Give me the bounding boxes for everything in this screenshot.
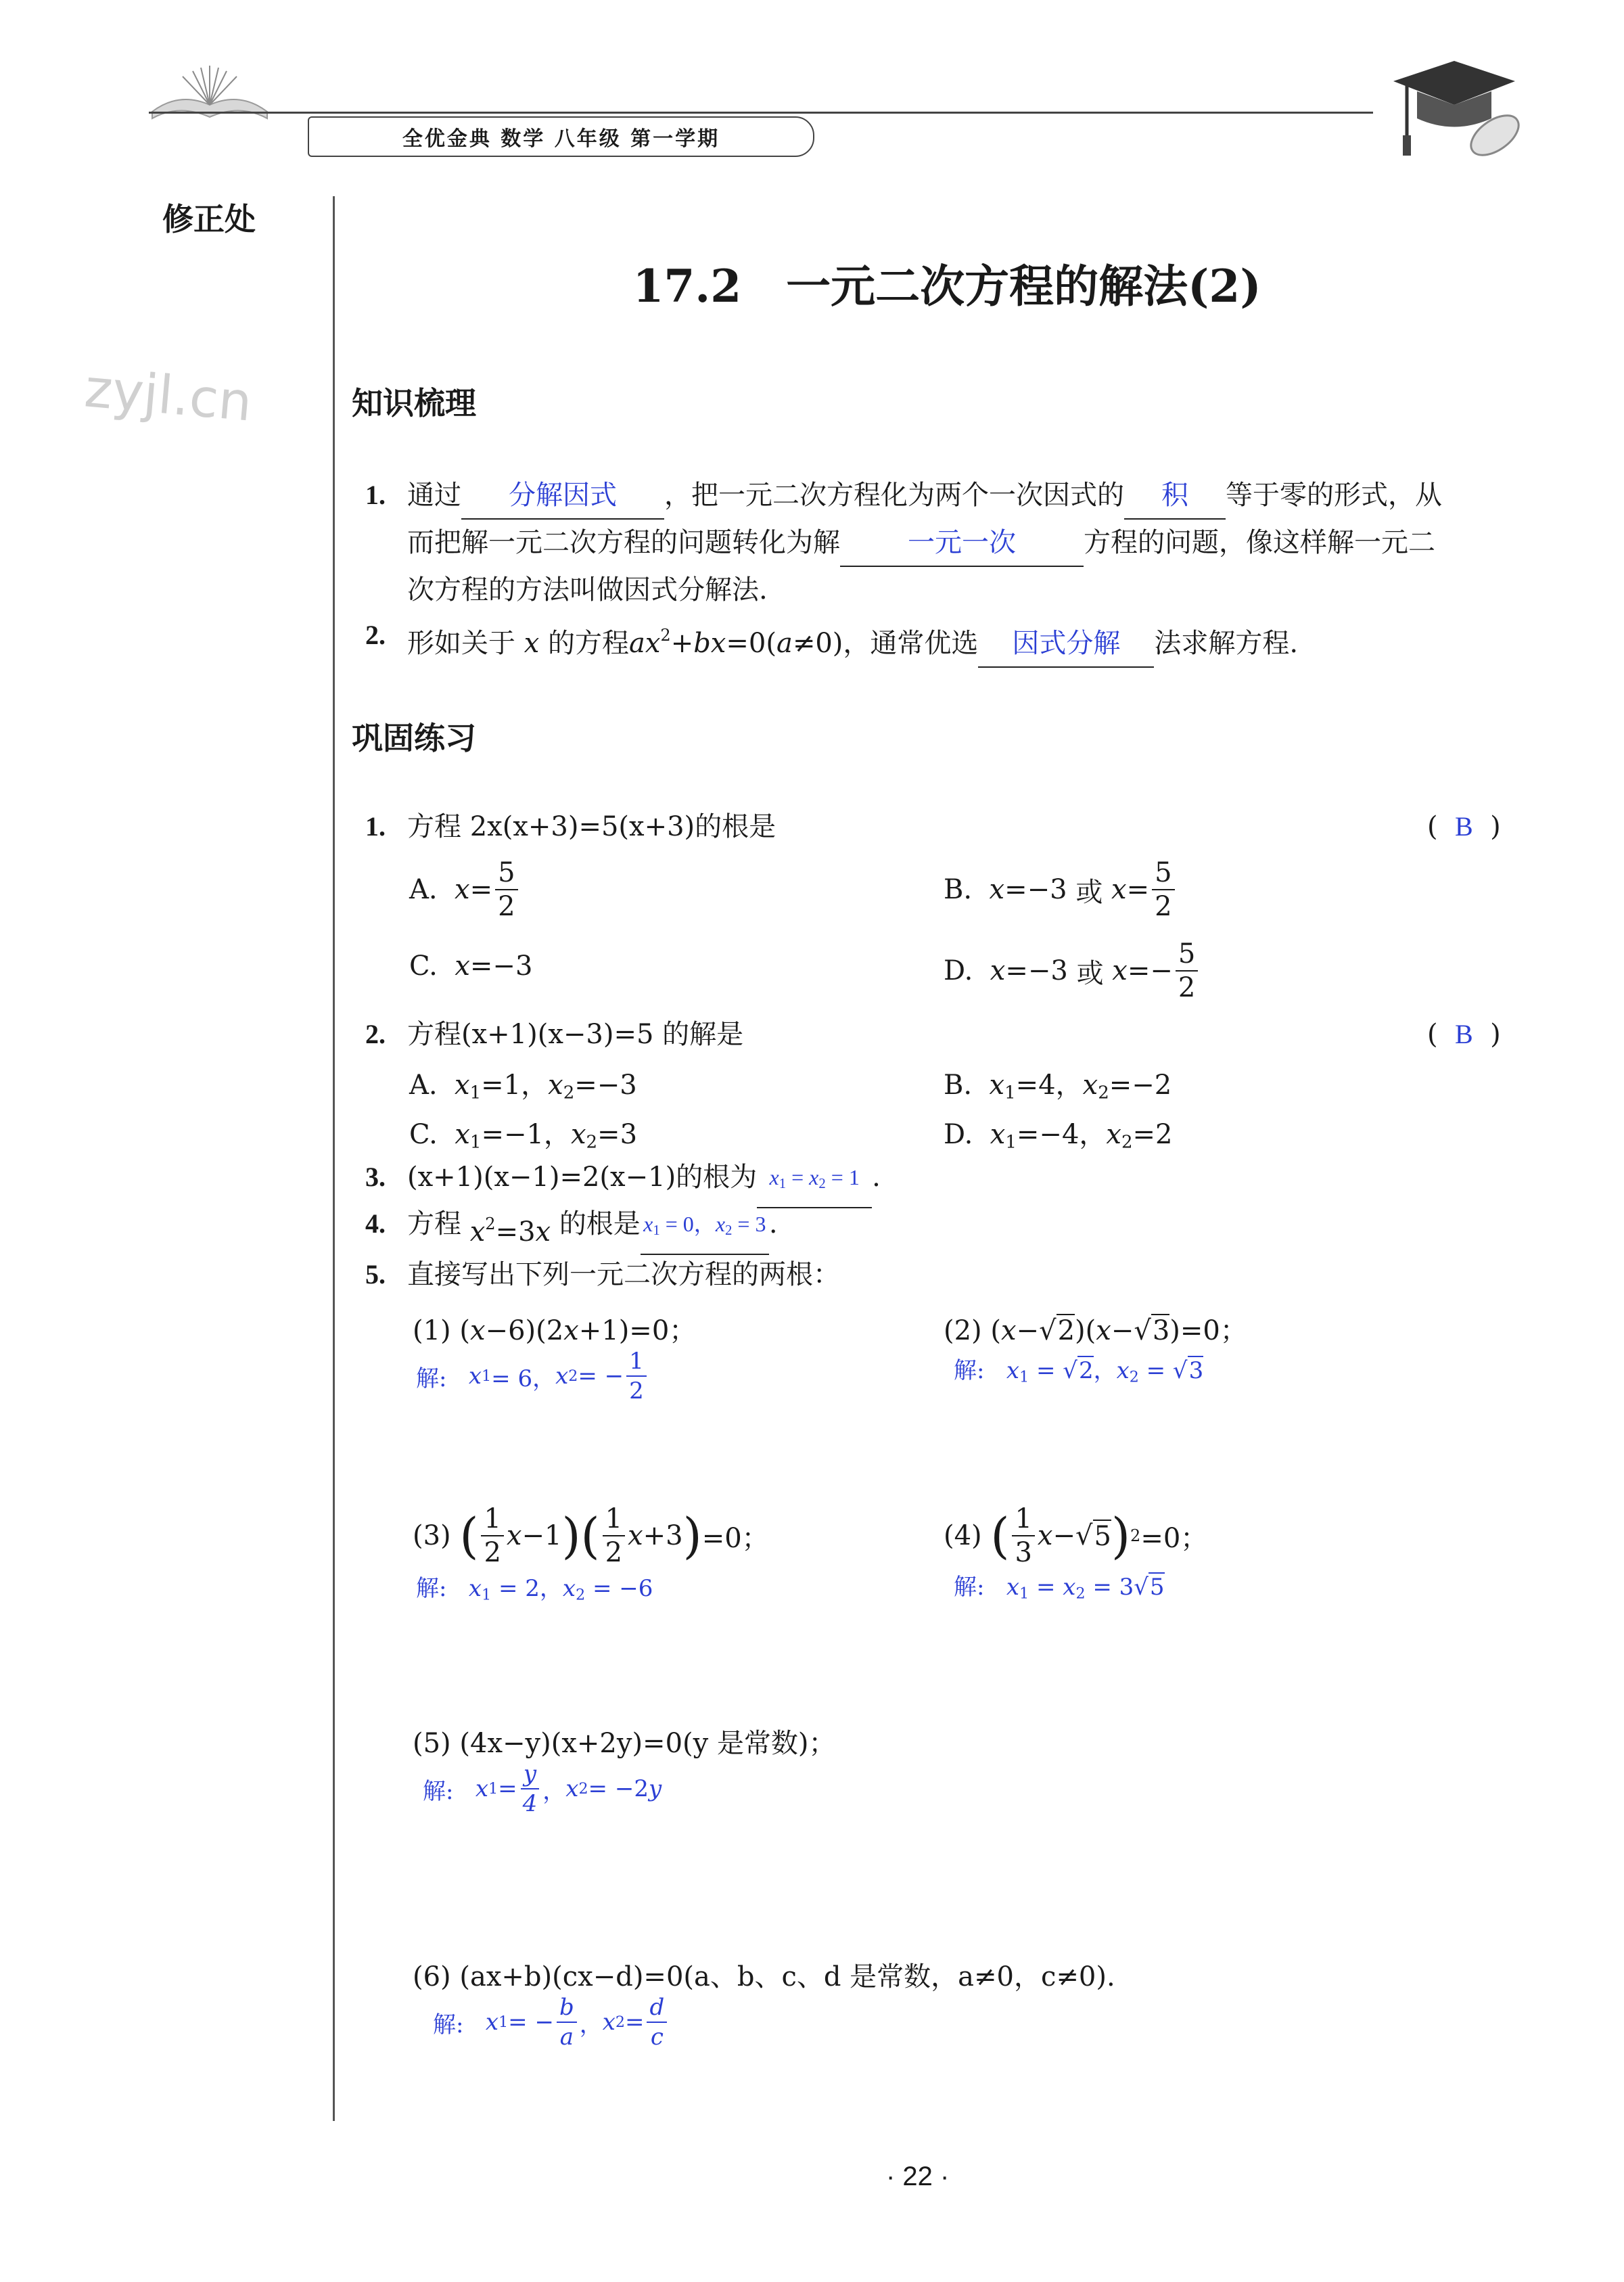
- open-book-icon: [145, 64, 274, 125]
- option-b: B. $x_1=4$，$x_2=-2$: [944, 1070, 1172, 1103]
- practice-question-3: 3. (x+1)(x−1)=2(x−1)的根为 $x_1 = x_2 = 1$ .: [365, 1154, 881, 1208]
- knowledge-item-2: 2. 形如关于 x 的方程$ax^2+bx=0(a\ne 0)$，通常优选 因式分解 法求解方程.: [365, 612, 1522, 668]
- question-stem: (x+1)(x−1)=2(x−1)的根为: [407, 1162, 758, 1193]
- text: 方程: [407, 1208, 461, 1239]
- question-stem: 直接写出下列一元二次方程的两根：: [407, 1259, 840, 1290]
- solution-2: 解: $x_1 = √2$，$x_2 = √3$: [954, 1357, 1204, 1386]
- practice-question-1: [365, 804, 776, 850]
- text: 通过: [407, 480, 461, 511]
- option-c: C. $x_1=-1$，$x_2=3$: [409, 1119, 638, 1153]
- page-title: 17.2 一元二次方程的解法(2): [632, 260, 1261, 313]
- option-label: C.: [409, 1119, 438, 1150]
- item-number: 4.: [365, 1208, 386, 1239]
- margin-label: 修正处: [162, 201, 256, 237]
- choice-answer: B: [1455, 811, 1473, 842]
- practice-question-5: [365, 1252, 840, 1298]
- solution-1: 解: x 1 = 6， x 2 = − $\frac{1}{2}$: [416, 1350, 649, 1402]
- text: 次方程的方法叫做因式分解法.: [407, 574, 768, 606]
- page-number: · 22 ·: [886, 2162, 950, 2191]
- text: ，通常优选: [843, 627, 979, 659]
- header-rule: [149, 112, 1373, 114]
- practice-question-2: [365, 1011, 743, 1057]
- question-stem: 方程 2x(x+3)=5(x+3)的根是: [407, 811, 776, 842]
- answer-bracket: ( B ): [1427, 811, 1501, 842]
- answer-blank: 分解因式: [461, 472, 664, 520]
- section-heading-knowledge: 知识梳理: [352, 385, 476, 421]
- subproblem-3: (3) ( $\frac{1}{2}$ x −1 ) ( $\frac{1}{2}$ x +3 ) =0；: [413, 1503, 769, 1568]
- text: 方程的问题，像这样解一元二: [1084, 527, 1435, 558]
- solution-3: 解: $x_1 = 2$，$x_2 = -6$: [416, 1575, 653, 1604]
- answer-blank: 一元一次: [840, 520, 1084, 567]
- graduation-cap-icon: [1380, 54, 1529, 162]
- option-label: A.: [409, 1070, 438, 1101]
- series-badge: 全优金典 数学 八年级 第一学期: [308, 116, 814, 157]
- option-label: D.: [944, 955, 973, 986]
- solution-4: 解: $x_1 = x_2 = 3√5$: [954, 1574, 1165, 1603]
- practice-question-4: 4. 方程 $x^2=3x$ 的根是 $x_1 = 0$，$x_2 = 3$ .: [365, 1201, 778, 1255]
- text: 法求解方程.: [1154, 627, 1299, 659]
- text: 或: [1075, 876, 1103, 908]
- item-number: 1.: [365, 811, 386, 842]
- answer-blank: $x_1 = x_2 = 1$: [757, 1154, 872, 1208]
- option-label: B.: [944, 874, 973, 905]
- answer-bracket: ( B ): [1427, 1019, 1501, 1050]
- answer-blank: 因式分解: [978, 620, 1154, 668]
- item-number: 3.: [365, 1162, 386, 1192]
- option-label: C.: [409, 951, 438, 982]
- item-number: 2.: [365, 1019, 386, 1049]
- text: 形如关于: [407, 627, 515, 659]
- text: 等于零的形式，从: [1226, 480, 1442, 511]
- option-label: A.: [409, 874, 438, 905]
- option-a: A. $x_1=1$，$x_2=-3$: [409, 1070, 637, 1103]
- option-label: B.: [944, 1070, 973, 1101]
- margin-divider: [333, 196, 335, 2121]
- text: ，把一元二次方程化为两个一次因式的: [664, 480, 1124, 511]
- text: 而把解一元二次方程的问题转化为解: [407, 527, 840, 558]
- answer-blank: $x_1 = 0$，$x_2 = 3$: [641, 1201, 769, 1255]
- section-heading-practice: 巩固练习: [352, 720, 476, 756]
- subproblem-5: (5) (4x−y)(x+2y)=0(y 是常数)；: [413, 1728, 836, 1759]
- option-c: C. x=−3: [409, 951, 533, 982]
- answer-blank: 积: [1124, 472, 1226, 520]
- subproblem-2: (2) (x−√2)(x−√3)=0；: [944, 1315, 1247, 1346]
- solution-5: 解: x 1 = $\frac{y}{4}$ ， x 2 = −2 y: [423, 1760, 662, 1817]
- text: 的根是: [559, 1208, 641, 1239]
- choice-answer: B: [1455, 1019, 1473, 1049]
- option-a: A. x = $\frac{5}{2}$: [409, 859, 521, 920]
- watermark: zyjl.cn: [82, 358, 255, 434]
- option-b: B. x =−3 或 x = $\frac{5}{2}$: [944, 859, 1178, 920]
- text: 的方程: [548, 627, 629, 659]
- subproblem-6: (6) (ax+b)(cx−d)=0(a、b、c、d 是常数，a≠0，c≠0).: [413, 1961, 1115, 1992]
- option-d: D. x =−3 或 x =− $\frac{5}{2}$: [944, 940, 1201, 1001]
- item-number: 1.: [365, 480, 386, 510]
- subproblem-1: (1) (x−6)(2x+1)=0；: [413, 1315, 697, 1346]
- question-stem: 方程(x+1)(x−3)=5 的解是: [407, 1019, 744, 1050]
- option-label: D.: [944, 1119, 973, 1150]
- subproblem-4: (4) ( $\frac{1}{3}$ x −√ 5 ) 2 =0；: [944, 1503, 1208, 1568]
- solution-6: 解: x 1 = − $\frac{b}{a}$ ， x 2 = $\frac{d}{c}$: [433, 1996, 670, 2049]
- knowledge-item-1: [365, 472, 1522, 613]
- item-number: 5.: [365, 1259, 386, 1290]
- item-number: 2.: [365, 620, 386, 650]
- option-d: D. $x_1=-4$，$x_2=2$: [944, 1119, 1173, 1153]
